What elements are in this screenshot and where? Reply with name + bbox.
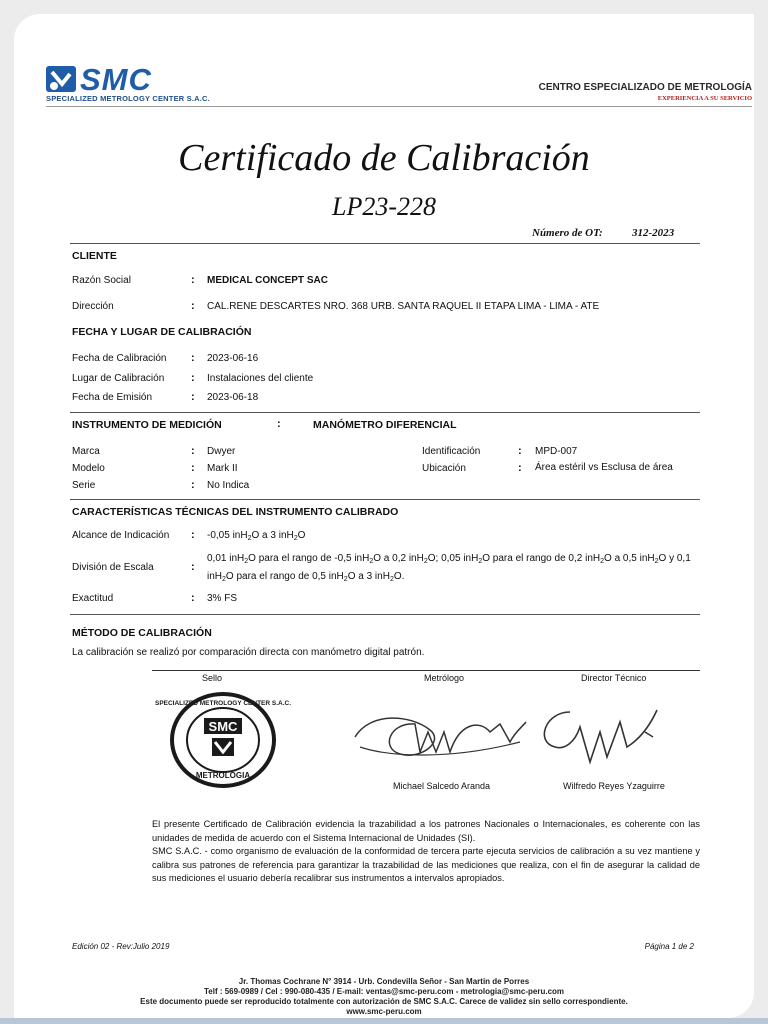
footer-contact: Telf : 569-0989 / Cel : 990-080-435 / E-mail: ventas@smc-peru.com - metrologia@smc-peru.com <box>203 987 565 996</box>
razon-social-value: MEDICAL CONCEPT SAC <box>207 275 328 286</box>
colon: : <box>191 529 195 541</box>
colon: : <box>518 445 522 457</box>
colon: : <box>191 372 195 384</box>
serie-value: No Indica <box>207 480 250 491</box>
ubicacion-label: Ubicación <box>422 463 466 474</box>
legal-paragraph-2: SMC S.A.C. - como organismo de evaluación de la conformidad de tercera parte ejecuta servicios de calibración a su vez mantiene y calibra sus patrones de referencia para garantizar la trazabilidad de las mediciones que realiza, con el fin de asegurar la calidad de sus mediciones el usuario debería recalibrar sus instrumentos a intervalos apropiados. <box>152 846 700 883</box>
company-seal-icon <box>154 690 292 790</box>
signature-line <box>152 670 700 671</box>
section-divider <box>70 243 700 244</box>
section-divider <box>70 614 700 615</box>
brand-full-name: SPECIALIZED METROLOGY CENTER S.A.C. <box>46 94 210 103</box>
edition-text: Edición 02 - Rev:Julio 2019 <box>72 942 170 951</box>
fecha-emision-label: Fecha de Emisión <box>72 392 153 403</box>
colon: : <box>191 391 195 403</box>
metrologo-label: Metrólogo <box>424 673 465 683</box>
ubicacion-value: Área estéril vs Esclusa de área <box>535 462 673 473</box>
fecha-calibracion-value: 2023-06-16 <box>207 353 259 364</box>
section-divider <box>70 412 700 413</box>
section-heading-metodo: MÉTODO DE CALIBRACIÓN <box>72 627 212 639</box>
identificacion-label: Identificación <box>422 446 481 457</box>
colon: : <box>191 479 195 491</box>
serie-label: Serie <box>72 480 96 491</box>
colon: : <box>191 592 195 604</box>
section-divider <box>70 499 700 500</box>
header-divider <box>46 106 752 107</box>
director-name: Wilfredo Reyes Yzaguirre <box>563 781 665 791</box>
colon: : <box>518 462 522 474</box>
seal-center-text: SMC <box>208 719 238 734</box>
page-number: Página 1 de 2 <box>644 942 694 951</box>
direccion-label: Dirección <box>72 301 114 312</box>
tagline: EXPERIENCIA A SU SERVICIO <box>657 95 752 102</box>
marca-value: Dwyer <box>207 446 236 457</box>
section-heading-cliente: CLIENTE <box>72 250 117 262</box>
colon: : <box>191 561 195 573</box>
seal-bottom-text: METROLOGIA <box>195 771 251 780</box>
exactitud-label: Exactitud <box>72 593 114 604</box>
director-label: Director Técnico <box>581 673 647 683</box>
instrument-type: MANÓMETRO DIFERENCIAL <box>313 419 457 431</box>
marca-label: Marca <box>72 446 100 457</box>
colon: : <box>191 462 195 474</box>
direccion-value: CAL.RENE DESCARTES NRO. 368 URB. SANTA RAQUEL II ETAPA LIMA - LIMA - ATE <box>207 301 600 312</box>
colon: : <box>191 274 195 286</box>
ot-label: Número de OT: <box>532 227 603 239</box>
section-heading-fecha: FECHA Y LUGAR DE CALIBRACIÓN <box>72 326 252 338</box>
identificacion-value: MPD-007 <box>535 446 578 457</box>
certificate-title: Certificado de Calibración <box>178 137 590 179</box>
bottom-bar <box>0 1018 768 1024</box>
director-signature-icon <box>535 702 665 772</box>
colon: : <box>191 445 195 457</box>
sello-label: Sello <box>202 673 223 683</box>
fecha-emision-value: 2023-06-18 <box>207 392 259 403</box>
modelo-value: Mark II <box>207 463 238 474</box>
fecha-calibracion-label: Fecha de Calibración <box>72 353 167 364</box>
footer-web[interactable]: www.smc-peru.com <box>346 1007 422 1016</box>
metrologo-name: Michael Salcedo Aranda <box>393 781 491 791</box>
razon-social-label: Razón Social <box>72 275 131 286</box>
legal-paragraph-1: El presente Certificado de Calibración evidencia la trazabilidad a los patrones Nacionales o Internacionales, es coherente con las unidades de medida de acuerdo con el Sistema Internacional de Unidades (SI). <box>152 819 700 843</box>
lugar-calibracion-value: Instalaciones del cliente <box>207 373 314 384</box>
footer-notice: Este documento puede ser reproducido totalmente con autorización de SMC S.A.C. Carece de validez sin sello correspondiente. <box>140 997 628 1006</box>
footer-address: Jr. Thomas Cochrane N° 3914 - Urb. Condevilla Señor - San Martin de Porres <box>238 977 530 986</box>
metodo-text: La calibración se realizó por comparación directa con manómetro digital patrón. <box>72 647 425 658</box>
colon: : <box>277 418 281 430</box>
metrologo-signature-icon <box>350 702 530 772</box>
division-label: División de Escala <box>72 562 154 573</box>
modelo-label: Modelo <box>72 463 105 474</box>
lugar-calibracion-label: Lugar de Calibración <box>72 373 165 384</box>
exactitud-value: 3% FS <box>207 593 238 604</box>
alcance-label: Alcance de Indicación <box>72 530 170 541</box>
division-value: 0,01 inH$_2$O para el rango de -0,5 inH$_2$O a 0,2 inH$_2$O; 0,05 inH$_2$O para el rango de 0,2 inH$_2$O a 0,5 inH$_2$O y 0,1 inH$_2$O para el rango de 0,5 inH$_2$O a 3 inH$_2$O. <box>207 553 691 583</box>
section-heading-instrumento: INSTRUMENTO DE MEDICIÓN <box>72 419 222 431</box>
ot-value: 312-2023 <box>632 227 675 239</box>
center-name: CENTRO ESPECIALIZADO DE METROLOGÍA <box>538 82 752 93</box>
colon: : <box>191 300 195 312</box>
alcance-value: -0,05 inH$_2$O a 3 inH$_2$O <box>207 530 306 542</box>
section-heading-caracteristicas: CARACTERÍSTICAS TÉCNICAS DEL INSTRUMENTO CALIBRADO <box>72 506 399 518</box>
certificate-code: LP23-228 <box>332 192 436 221</box>
brand-name: SMC <box>80 62 152 97</box>
seal-top-text: SPECIALIZED METROLOGY CENTER S.A.C. <box>154 700 292 707</box>
colon: : <box>191 352 195 364</box>
